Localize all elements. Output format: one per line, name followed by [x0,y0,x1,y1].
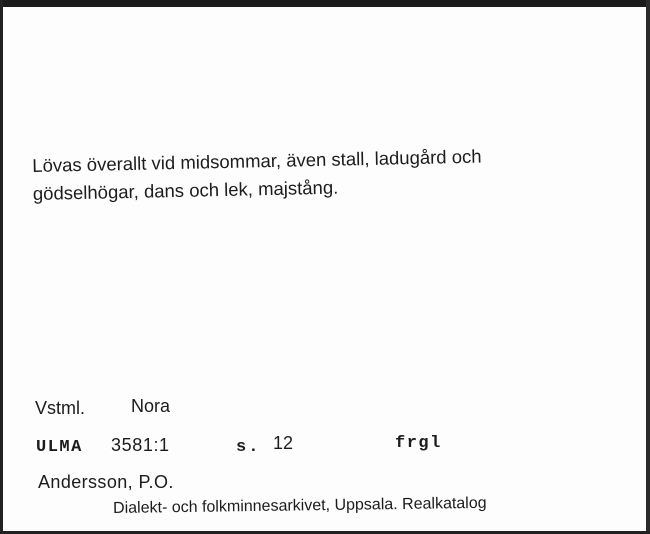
page-number: 12 [273,433,294,453]
body-line-2: gödselhögar, dans och lek, majstång. [32,176,339,204]
card-right-edge [646,0,650,534]
archive-footer: Dialekt- och folkminnesarkivet, Uppsala. Realkatalog [113,494,487,517]
card-left-edge [0,0,3,534]
card-body-text [32,143,482,208]
body-line-1: Lövas överallt vid midsommar, även stall, ladugård och [32,145,482,176]
collector-name: Andersson, P.O. [38,472,174,492]
ulma-label: ULMA [36,438,83,457]
card-top-edge [0,0,650,7]
place-name: Nora [131,396,171,416]
ulma-record-number: 3581:1 [111,435,170,455]
category-code: frgl [395,434,442,453]
province-label: Vstml. [35,398,86,418]
page-label: s. [236,438,261,457]
